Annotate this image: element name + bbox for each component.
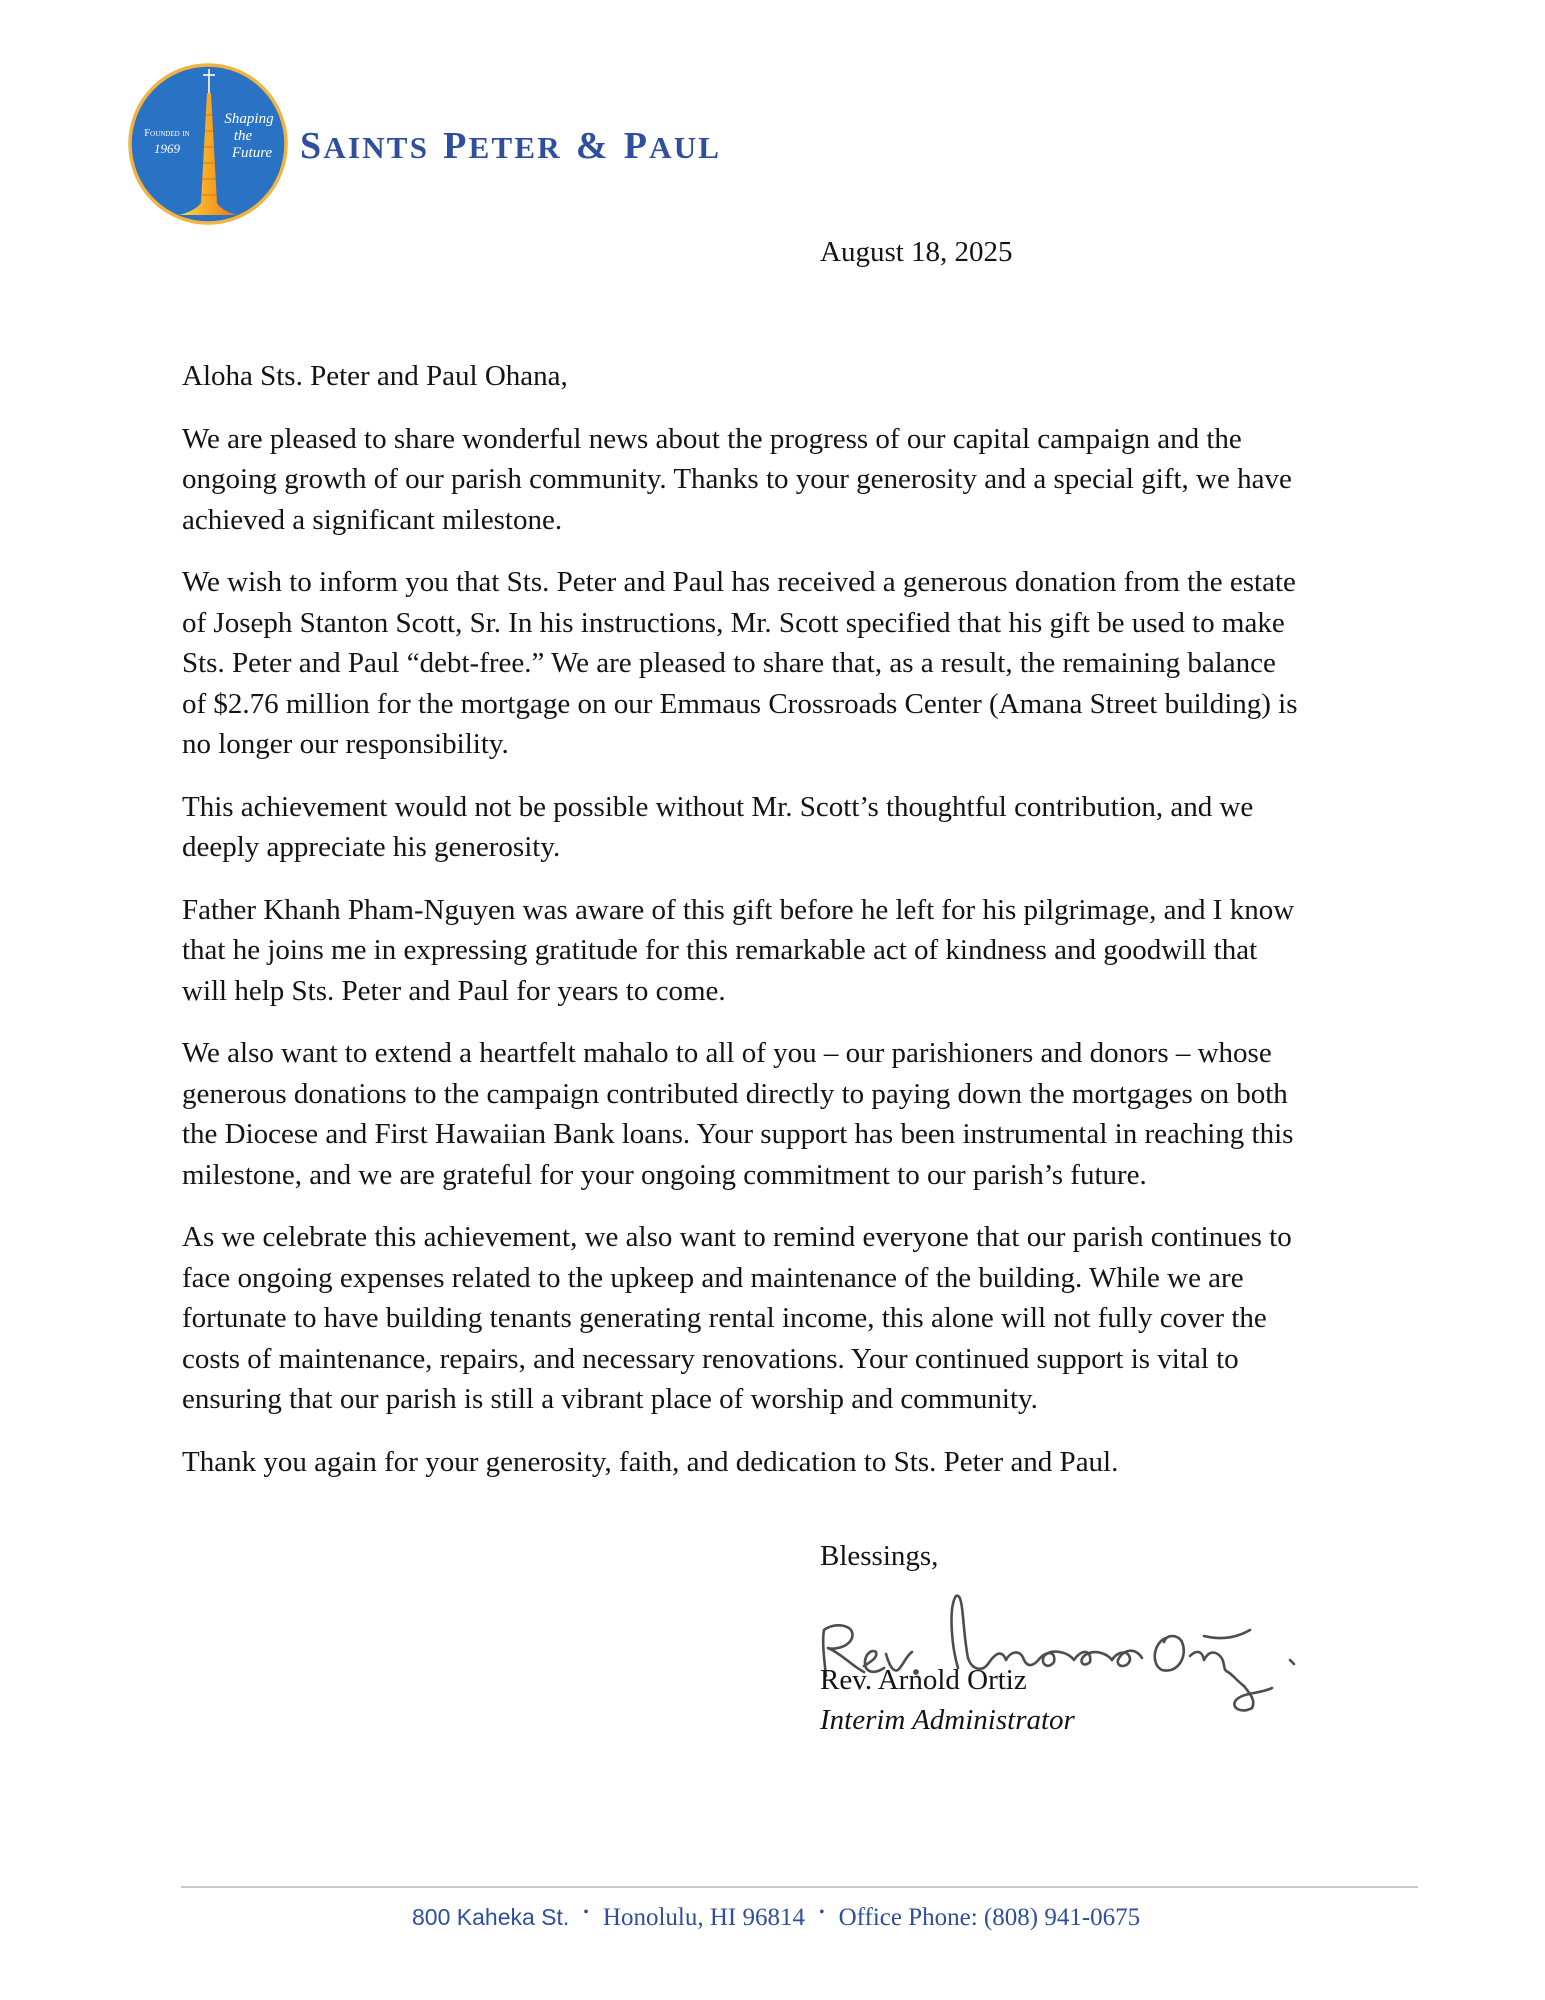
paragraph-line: the Diocese and First Hawaiian Bank loans. Your support has been instrumental in reaching this bbox=[182, 1118, 1294, 1150]
bullet-separator: • bbox=[818, 1904, 825, 1921]
paragraph-line: of Joseph Stanton Scott, Sr. In his instructions, Mr. Scott specified that his gift be used to make bbox=[182, 606, 1285, 639]
body-paragraph bbox=[182, 1442, 1432, 1483]
footer-city: Honolulu, HI 96814 bbox=[602, 1904, 805, 1931]
logo-founded-text: Founded in bbox=[144, 128, 190, 139]
signer-name: Rev. Arnold Ortiz bbox=[820, 1664, 1027, 1696]
org-name-word: & bbox=[575, 125, 610, 167]
paragraph-line: generous donations to the campaign contributed directly to paying down the mortgages on both bbox=[182, 1077, 1288, 1110]
paragraph-list bbox=[182, 419, 1432, 1483]
paragraph-line: As we celebrate this achievement, we also want to remind everyone that our parish continues to bbox=[182, 1221, 1292, 1253]
paragraph-line: ensuring that our parish is still a vibrant place of worship and community. bbox=[182, 1383, 1038, 1415]
paragraph-line: face ongoing expenses related to the upkeep and maintenance of the building. While we are bbox=[182, 1261, 1244, 1294]
body-paragraph bbox=[182, 419, 1432, 541]
paragraph-line: Sts. Peter and Paul “debt-free.” We are pleased to share that, as a result, the remaining balance bbox=[182, 647, 1276, 679]
paragraph-line: costs of maintenance, repairs, and necessary renovations. Your continued support is vital to bbox=[182, 1342, 1239, 1375]
body-paragraph bbox=[182, 787, 1432, 868]
body-paragraph bbox=[182, 562, 1432, 765]
paragraph-line: will help Sts. Peter and Paul for years to come. bbox=[182, 974, 726, 1007]
letter-date: August 18, 2025 bbox=[820, 236, 1013, 268]
logo-the-text: the bbox=[233, 128, 253, 144]
logo-year-text: 1969 bbox=[154, 141, 180, 156]
footer-contact bbox=[412, 1904, 1140, 1932]
paragraph-line: ongoing growth of our parish community. Thanks to your generosity and a special gift, we have bbox=[182, 463, 1292, 495]
body-paragraph bbox=[182, 1217, 1432, 1420]
bullet-separator: • bbox=[583, 1904, 589, 1921]
footer-divider bbox=[181, 1886, 1418, 1888]
paragraph-line: We also want to extend a heartfelt mahalo to all of you – our parishioners and donors – whose bbox=[182, 1037, 1272, 1069]
salutation-text: Aloha Sts. Peter and Paul Ohana, bbox=[182, 360, 568, 392]
paragraph-line: milestone, and we are grateful for your ongoing commitment to our parish’s future. bbox=[182, 1158, 1147, 1191]
parish-logo bbox=[127, 63, 289, 225]
closing: Blessings, bbox=[820, 1540, 939, 1572]
body-paragraph bbox=[182, 890, 1432, 1012]
logo-future-text: Future bbox=[231, 145, 273, 161]
org-name-word: SAINTS bbox=[300, 125, 430, 167]
paragraph-line: that he joins me in expressing gratitude for this remarkable act of kindness and goodwill that bbox=[182, 934, 1258, 966]
footer-phone-link[interactable]: Office Phone: (808) 941-0675 bbox=[838, 1904, 1141, 1931]
paragraph-line: deeply appreciate his generosity. bbox=[182, 831, 561, 863]
paragraph-line: Father Khanh Pham-Nguyen was aware of this gift before he left for his pilgrimage, and I know bbox=[182, 893, 1295, 926]
paragraph-line: no longer our responsibility. bbox=[182, 728, 509, 760]
signer-title: Interim Administrator bbox=[820, 1704, 1075, 1736]
body-paragraph bbox=[182, 1033, 1432, 1195]
salutation bbox=[182, 356, 1432, 397]
letter-body bbox=[182, 356, 1432, 1504]
paragraph-line: Thank you again for your generosity, faith, and dedication to Sts. Peter and Paul. bbox=[182, 1445, 1119, 1478]
org-name-word: PAUL bbox=[623, 125, 722, 167]
paragraph-line: We are pleased to share wonderful news about the progress of our capital campaign and the bbox=[182, 422, 1242, 455]
org-name bbox=[300, 124, 721, 168]
footer-address: 800 Kaheka St. bbox=[412, 1904, 570, 1930]
paragraph-line: We wish to inform you that Sts. Peter and Paul has received a generous donation from the estate bbox=[182, 566, 1296, 598]
paragraph-line: achieved a significant milestone. bbox=[182, 503, 563, 536]
logo-shaping-text: Shaping bbox=[224, 111, 274, 127]
paragraph-line: of $2.76 million for the mortgage on our Emmaus Crossroads Center (Amana Street building) is bbox=[182, 687, 1298, 720]
paragraph-line: fortunate to have building tenants generating rental income, this alone will not fully cover the bbox=[182, 1302, 1267, 1334]
org-name-word: PETER bbox=[443, 125, 562, 167]
paragraph-line: This achievement would not be possible without Mr. Scott’s thoughtful contribution, and we bbox=[182, 790, 1254, 823]
